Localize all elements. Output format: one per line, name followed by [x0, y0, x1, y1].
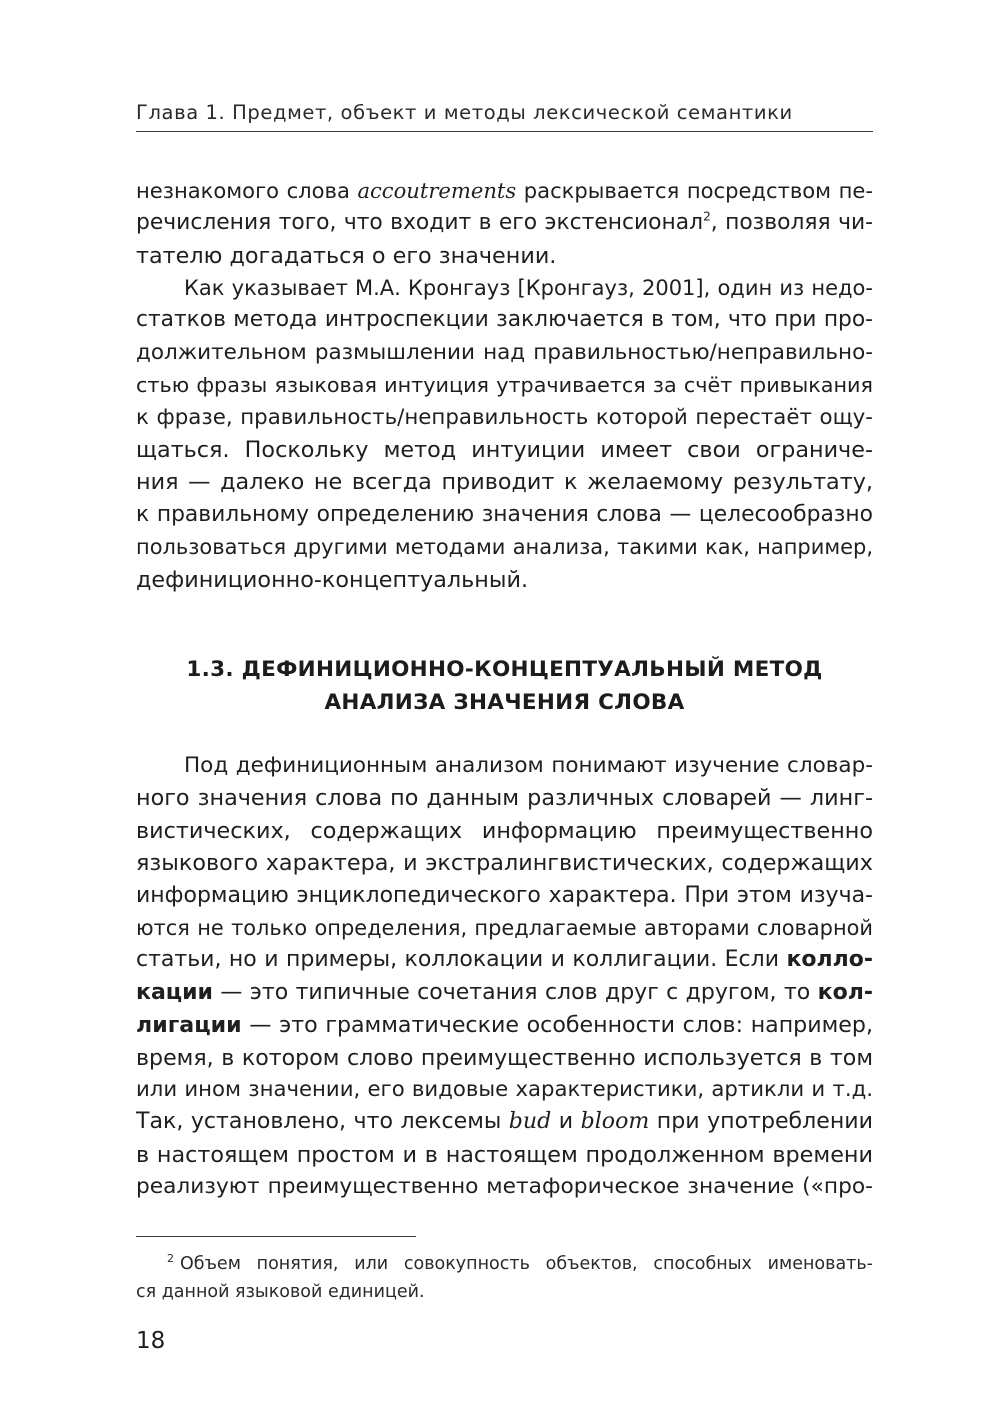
- text-line: статков метода интроспекции заключается в том, что при про-: [136, 307, 873, 333]
- text-line: Под дефиниционным анализом понимают изучение словар-: [184, 753, 873, 778]
- text-line: дефиниционно-концептуальный.: [136, 566, 529, 593]
- text-line: стью фразы языковая интуиция утрачивается за счёт привыкания: [136, 373, 873, 398]
- italic-term: bud: [508, 1109, 552, 1135]
- text-line: ния — далеко не всегда приводит к желаемому результату,: [136, 469, 873, 496]
- paragraph-definitional-analysis: [136, 750, 873, 1203]
- text-line: лигации — это грамматические особенности слов: например,: [136, 1012, 873, 1039]
- text-line: реализуют преимущественно метафорическое значение («про-: [136, 1174, 873, 1200]
- text-line: или ином значении, его видовые характеристики, артикли и т.д.: [136, 1076, 873, 1102]
- footnote-mark: 2: [167, 1252, 174, 1266]
- italic-term: bloom: [580, 1109, 650, 1135]
- bold-term: кол-: [817, 979, 873, 1005]
- paragraph-introspection: [136, 272, 873, 596]
- text-line: Так, установлено, что лексемы bud и bloom при употреблении: [136, 1109, 873, 1135]
- text-line: ются не только определения, предлагаемые авторами словарной: [136, 915, 873, 940]
- text-line: ного значения слова по данным различных словарей — линг-: [136, 785, 873, 812]
- bold-term: кации: [136, 979, 213, 1005]
- header-rule: [136, 131, 873, 132]
- text-line: кации — это типичные сочетания слов друг с другом, то кол-: [136, 979, 873, 1005]
- footnote-line: $^2$ Объем понятия, или совокупность объектов, способных именовать-: [167, 1252, 873, 1274]
- heading-line: 1.3. ДЕФИНИЦИОННО-КОНЦЕПТУАЛЬНЫЙ МЕТОД: [186, 657, 823, 682]
- text-line: информацию энциклопедического характера. При этом изуча-: [136, 882, 873, 908]
- italic-term: accoutrements: [357, 178, 517, 203]
- running-head: Глава 1. Предмет, объект и методы лексической семантики: [136, 101, 793, 124]
- page-number: 18: [136, 1328, 166, 1354]
- text-line: к фразе, правильность/неправильность которой перестаёт ощу-: [136, 404, 873, 430]
- text-line: должительном размышлении над правильностью/неправильно-: [136, 339, 873, 365]
- text-line: время, в котором слово преимущественно используется в том: [136, 1044, 873, 1071]
- paragraph-continuation: [136, 175, 873, 272]
- text-line: в настоящем простом и в настоящем продолженном времени: [136, 1141, 873, 1168]
- text-line: щаться. Поскольку метод интуиции имеет свои ограниче-: [136, 436, 873, 463]
- section-heading: [136, 653, 873, 719]
- text-line: к правильному определению значения слова — целесообразно: [136, 501, 873, 527]
- heading-line: АНАЛИЗА ЗНАЧЕНИЯ СЛОВА: [324, 690, 685, 715]
- text-line: языкового характера, и экстралингвистических, содержащих: [136, 850, 873, 877]
- bold-term: лигации: [136, 1012, 242, 1039]
- text-line: статьи, но и примеры, коллокации и коллигации. Если колло-: [136, 947, 873, 973]
- footnote-rule: [136, 1236, 416, 1237]
- text-line: пользоваться другими методами анализа, такими как, например,: [136, 535, 873, 560]
- text-line: вистических, содержащих информацию преимущественно: [136, 817, 873, 844]
- footnote-reference[interactable]: 2: [703, 210, 711, 225]
- footnote: [136, 1250, 873, 1306]
- bold-term: колло-: [786, 947, 873, 973]
- text-line: Как указывает М.А. Кронгауз [Кронгауз, 2001], один из недо-: [184, 275, 873, 300]
- footnote-line: ся данной языковой единицей.: [136, 1282, 425, 1302]
- text-line: тателю догадаться о его значении.: [136, 242, 557, 269]
- text-line: речисления того, что входит в его экстенсионал$^2$, позволяя чи-: [136, 210, 873, 236]
- text-line: незнакомого слова accoutrements раскрывается посредством пе-: [136, 178, 873, 203]
